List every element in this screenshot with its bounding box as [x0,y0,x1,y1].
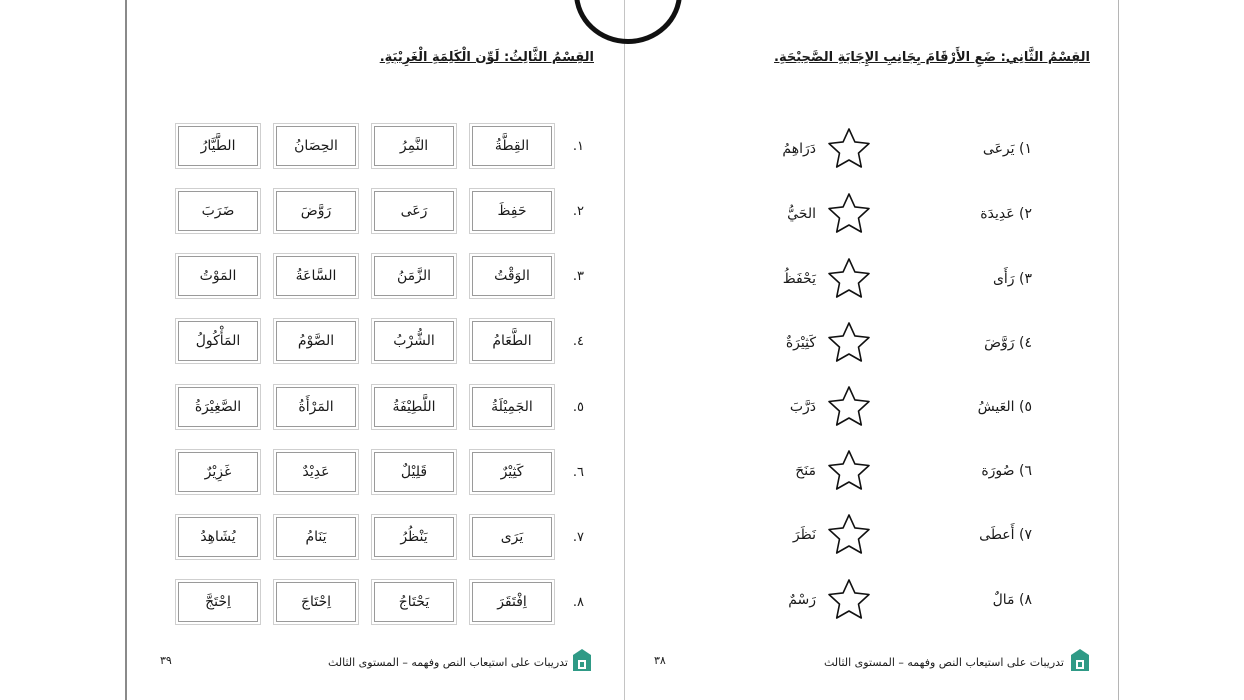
right-page-title: القِسْمُ الثَّانِي: ضَعِ الأَرْقَامَ بِجَانِبِ الإِجَابَةِ الصَّحِيْحَةِ. [774,50,1090,65]
star-icon[interactable] [826,256,872,302]
word-option-box[interactable]: النَّمِرُ [374,126,454,166]
question-word: ٦) صُورَة [981,463,1032,479]
book-logo-icon [572,648,592,672]
answer-word: الحَيُّ [787,206,816,222]
question-word: ٢) عَدِيدَة [980,206,1032,222]
answer-word: كَثِيْرَةٌ [785,335,816,351]
word-option-box[interactable]: المَأْكُولُ [178,321,258,361]
question-number: ٢. [572,204,584,219]
star-icon[interactable] [826,577,872,623]
question-number: ١. [572,139,584,154]
word-option-box[interactable]: الصَّغِيْرَةُ [178,387,258,427]
question-number: ٣. [572,269,584,284]
answer-word: مَنَحَ [795,463,816,479]
word-option-box[interactable]: الجَمِيْلَةُ [472,387,552,427]
word-option-box[interactable]: الوَقْتُ [472,256,552,296]
word-option-box[interactable]: يَنْظُرُ [374,517,454,557]
word-option-box[interactable]: يَرَى [472,517,552,557]
word-option-box[interactable]: عَدِيْدٌ [276,452,356,492]
word-option-box[interactable]: يَنَامُ [276,517,356,557]
word-option-box[interactable]: اِحْتَجَّ [178,582,258,622]
word-option-box[interactable]: ضَرَبَ [178,191,258,231]
word-option-box[interactable]: المَرْأَةُ [276,387,356,427]
right-page-number: ٣٨ [654,654,666,667]
word-option-box[interactable]: يَحْتَاجُ [374,582,454,622]
star-icon[interactable] [826,512,872,558]
word-option-box[interactable]: قَلِيْلٌ [374,452,454,492]
question-number: ٦. [572,465,584,480]
word-option-box[interactable]: غَزِيْرٌ [178,452,258,492]
word-option-box[interactable]: رَعَى [374,191,454,231]
left-page-title: القِسْمُ الثَّالِثُ: لَوِّن الْكَلِمَةِ الْغَرِيْبَةِ. [379,50,594,65]
question-word: ٣) رَأَى [992,271,1032,287]
word-option-box[interactable]: حَفِظَ [472,191,552,231]
answer-word: دَرَاهِمُ [782,141,816,157]
right-page-footer: تدريبات على استيعاب النص وفهمه – المستوى الثالث [823,656,1064,669]
question-word: ٤) رَوَّضَ [984,335,1032,351]
word-option-box[interactable]: الشُّرْبُ [374,321,454,361]
left-page-footer: تدريبات على استيعاب النص وفهمه – المستوى الثالث [327,656,568,669]
word-option-box[interactable]: يُشَاهِدُ [178,517,258,557]
left-page-number: ٣٩ [160,654,172,667]
question-word: ٨) مَالٌ [992,592,1032,608]
word-option-box[interactable]: اِفْتَقَرَ [472,582,552,622]
word-option-box[interactable]: القِطَّةُ [472,126,552,166]
question-word: ٧) أَعطَى [979,527,1032,543]
word-option-box[interactable]: الزَّمَنُ [374,256,454,296]
word-option-box[interactable]: المَوْتُ [178,256,258,296]
word-option-box[interactable]: الحِصَانُ [276,126,356,166]
page-edge-left [125,0,127,700]
book-gutter [624,0,625,700]
question-number: ٤. [572,334,584,349]
answer-word: رَسْمٌ [788,592,816,608]
page-edge-right [1118,0,1119,700]
word-option-box[interactable]: اِحْتَاجَ [276,582,356,622]
answer-word: دَرَّبَ [789,399,816,415]
question-number: ٨. [572,595,584,610]
answer-word: نَظَرَ [792,527,816,543]
book-logo-icon [1070,648,1090,672]
star-icon[interactable] [826,384,872,430]
word-option-box[interactable]: الصَّوْمُ [276,321,356,361]
word-option-box[interactable]: اللَّطِيْفَةُ [374,387,454,427]
star-icon[interactable] [826,191,872,237]
answer-word: يَحْفَظُ [782,271,816,287]
question-word: ١) يَرعَى [982,141,1032,157]
question-word: ٥) العَيشُ [977,399,1032,415]
star-icon[interactable] [826,448,872,494]
word-option-box[interactable]: رَوَّضَ [276,191,356,231]
star-icon[interactable] [826,126,872,172]
word-option-box[interactable]: الطَّعَامُ [472,321,552,361]
question-number: ٥. [572,400,584,415]
question-number: ٧. [572,530,584,545]
star-icon[interactable] [826,320,872,366]
word-option-box[interactable]: كَثِيْرٌ [472,452,552,492]
word-option-box[interactable]: الطَّيَّارُ [178,126,258,166]
word-option-box[interactable]: السَّاعَةُ [276,256,356,296]
